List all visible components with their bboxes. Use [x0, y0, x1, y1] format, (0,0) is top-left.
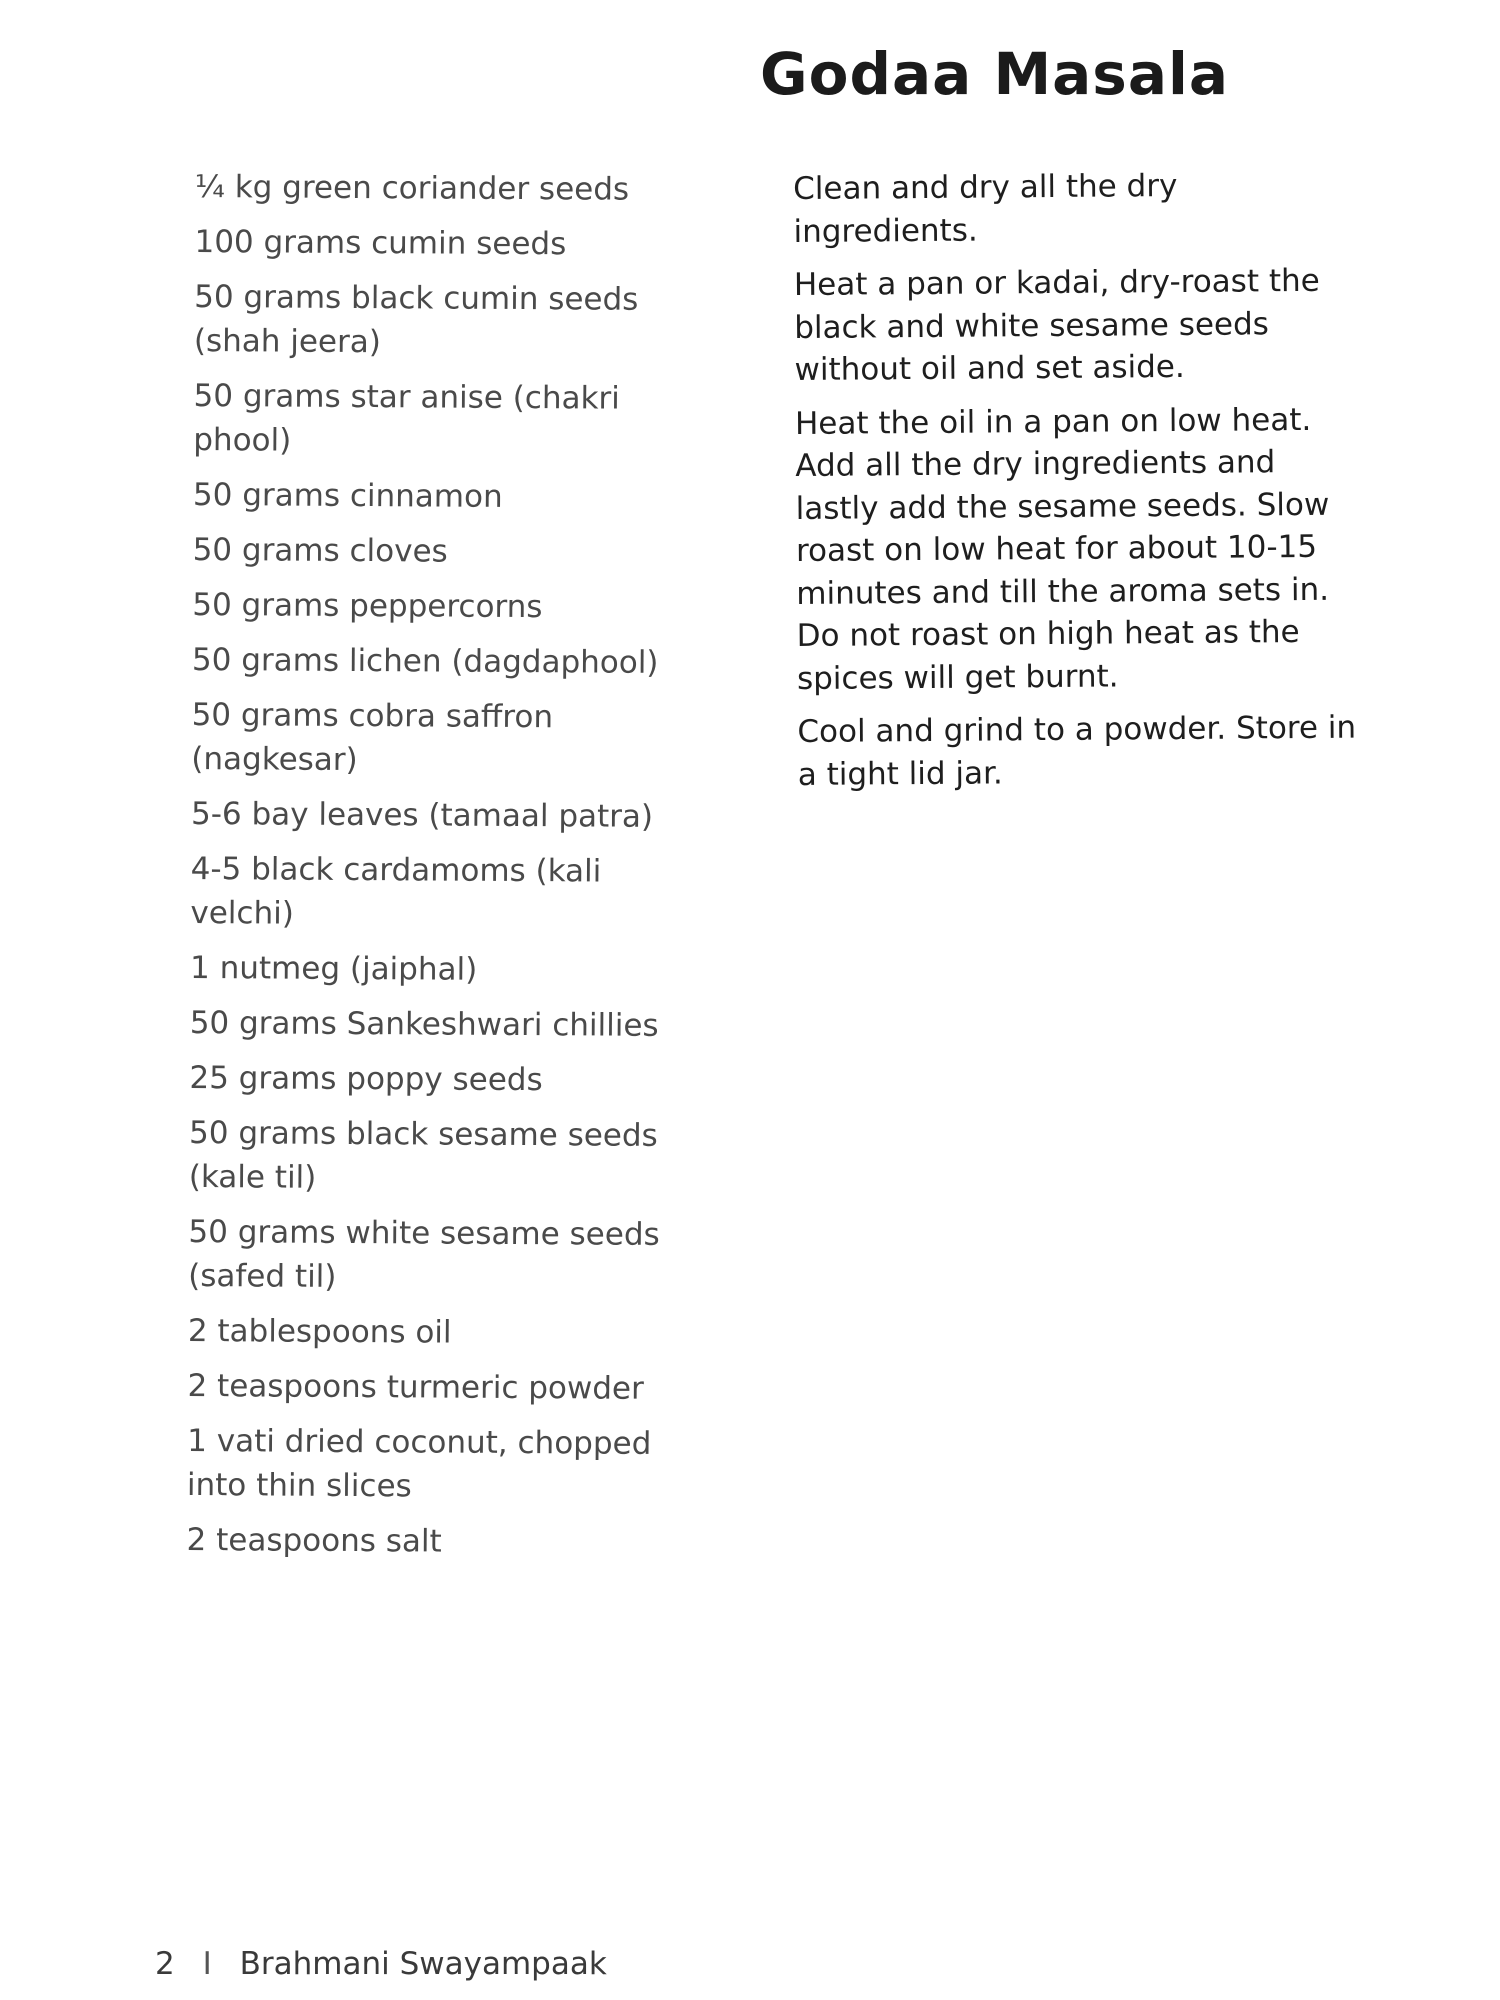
- ingredient-item: 50 grams star anise (chakri phool): [193, 377, 620, 459]
- page-title: Godaa Masala: [760, 40, 1229, 108]
- footer-separator: I: [202, 1946, 212, 1982]
- book-title: Brahmani Swayampaak: [239, 1946, 607, 1982]
- ingredient-item: 4-5 black cardamoms (kali velchi): [190, 850, 602, 932]
- method-step: Heat a pan or kadai, dry-roast the black and white sesame seeds without oil and set aside.: [793, 262, 1320, 388]
- ingredient-item: 1 vati dried coconut, chopped into thin slices: [186, 1422, 652, 1505]
- ingredient-item: 25 grams poppy seeds: [189, 1059, 543, 1099]
- ingredient-item: 50 grams lichen (dagdaphool): [191, 641, 659, 681]
- ingredient-item: 2 teaspoons salt: [186, 1521, 442, 1560]
- ingredient-item: ¼ kg green coriander seeds: [194, 168, 630, 208]
- ingredient-item: 50 grams black sesame seeds (kale til): [188, 1114, 658, 1196]
- page-number: 2: [155, 1946, 175, 1982]
- method-steps: [793, 164, 1358, 807]
- ingredients-list: [186, 165, 715, 1576]
- ingredient-item: 50 grams peppercorns: [192, 586, 543, 626]
- ingredient-item: 50 grams Sankeshwari chillies: [189, 1004, 659, 1044]
- ingredient-item: 100 grams cumin seeds: [194, 223, 567, 263]
- ingredient-item: 50 grams cobra saffron (nagkesar): [191, 696, 554, 779]
- ingredient-item: 1 nutmeg (jaiphal): [189, 949, 478, 988]
- ingredient-item: 50 grams cloves: [192, 531, 448, 570]
- method-step: Clean and dry all the dry ingredients.: [793, 167, 1178, 250]
- method-step: Heat the oil in a pan on low heat. Add all the dry ingredients and lastly add the sesame seeds. Slow roast on low heat for about 10-15 minutes and till the aroma sets in. Do not roast on high heat as the spices will get burnt.: [794, 401, 1330, 697]
- method-step: Cool and grind to a powder. Store in a tight lid jar.: [797, 709, 1357, 793]
- ingredient-item: 2 teaspoons turmeric powder: [187, 1367, 644, 1407]
- ingredient-item: 50 grams cinnamon: [192, 476, 503, 515]
- page-footer: [155, 1946, 607, 1982]
- ingredient-item: 50 grams white sesame seeds (safed til): [188, 1213, 660, 1295]
- ingredient-item: 5-6 bay leaves (tamaal patra): [190, 795, 654, 835]
- ingredient-item: 2 tablespoons oil: [187, 1312, 452, 1351]
- ingredient-item: 50 grams black cumin seeds (shah jeera): [193, 278, 639, 361]
